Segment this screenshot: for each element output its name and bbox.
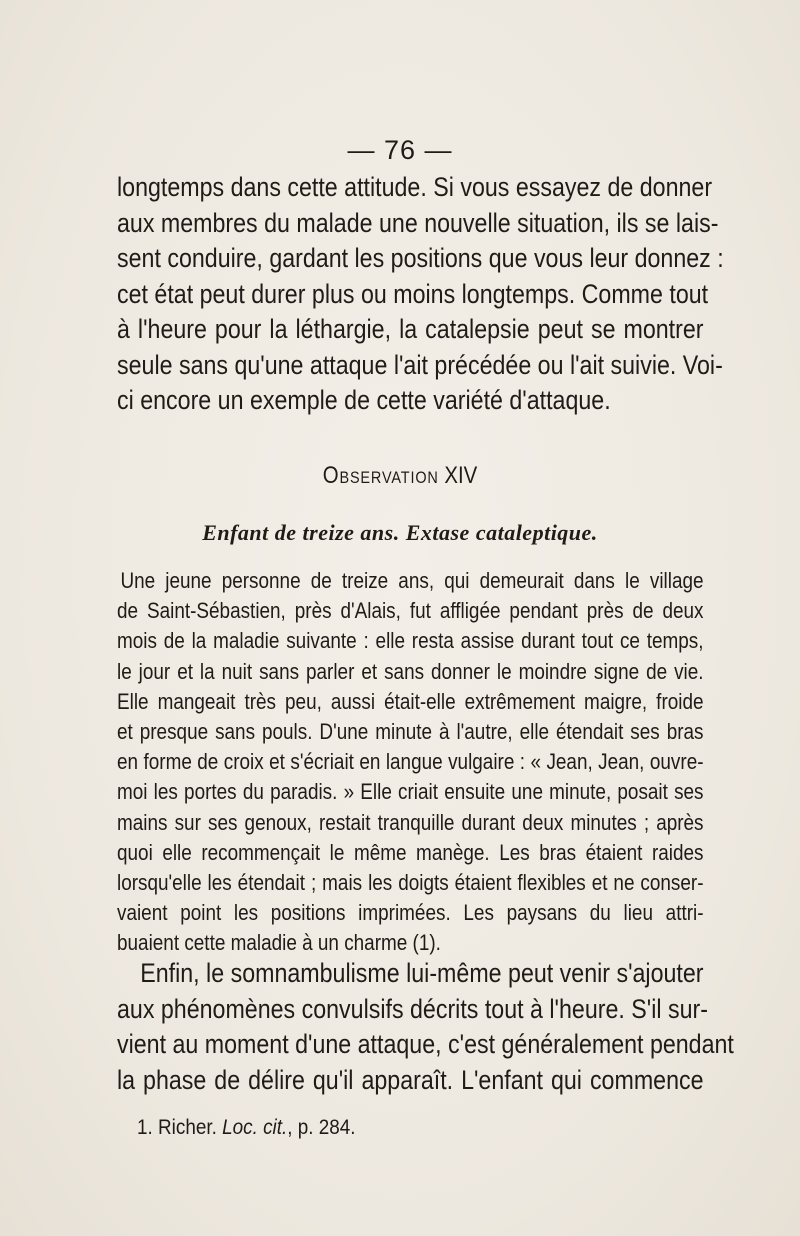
page-number: — 76 — [347,135,453,165]
text-line: Enfin, le somnambulisme lui-même peut venir s'ajouter [140,958,704,988]
text-line: Une jeune personne de treize ans, qui demeurait dans le village [120,568,704,593]
text-line: aux phénomènes convulsifs décrits tout à l'heure. S'il sur- [117,993,708,1024]
text-line: longtemps dans cette attitude. Si vous essayez de donner [117,172,713,202]
text-line: ci encore un exemple de cette variété d'attaque. [117,385,611,415]
text-line: à l'heure pour la léthargie, la catalepsie peut se montrer [117,314,704,344]
footnote [137,1116,356,1140]
text-line: le jour et la nuit sans parler et sans donner le moindre signe de vie. [117,658,704,684]
paragraph-3 [117,956,734,1098]
text-line: mois de la maladie suivante : elle resta assise durant tout ce temps, [117,628,704,654]
text-line: sent conduire, gardant les positions que vous leur donnez : [117,243,724,273]
text-line: aux membres du malade une nouvelle situation, ils se lais- [117,207,719,238]
observation-label: Observation [322,462,439,489]
text-line: en forme de croix et s'écriait en langue vulgaire : « Jean, Jean, ouvre- [117,749,704,775]
footnote-number: 1. [137,1116,153,1139]
paragraph-2 [117,566,703,959]
footnote-author: Richer. [158,1116,217,1139]
text-line: mains sur ses genoux, restait tranquille durant deux minutes ; après [117,809,704,835]
footnote-page: , p. 284. [287,1116,356,1139]
text-line: la phase de délire qu'il apparaît. L'enfant qui commence [117,1064,704,1095]
text-line: de Saint-Sébastien, près d'Alais, fut affligée pendant près de deux [117,598,704,624]
paragraph-1 [117,170,724,419]
text-line: seule sans qu'une attaque l'ait précédée ou l'ait suivie. Voi- [117,349,723,380]
text-line: moi les portes du paradis. » Elle criait ensuite une minute, posait ses [117,779,704,805]
text-line: Elle mangeait très peu, aussi était-elle extrêmement maigre, froide [117,688,704,714]
footnote-reference: Loc. cit. [222,1116,288,1139]
text-line: lorsqu'elle les étendait ; mais les doigts étaient flexibles et ne conser- [117,870,704,896]
observation-title [60,462,740,490]
text-line: buaient cette maladie à un charme (1). [117,930,441,956]
text-line: cet état peut durer plus ou moins longtemps. Comme tout [117,278,709,309]
text-line: vaient point les positions imprimées. Les paysans du lieu attri- [117,900,704,926]
text-line: vient au moment d'une attaque, c'est généralement pendant [117,1029,734,1059]
text-line: quoi elle recommençait le même manège. Les bras étaient raides [117,839,704,865]
observation-subtitle: Enfant de treize ans. Extase cataleptique. [202,520,598,545]
observation-numeral: XIV [444,462,478,489]
text-line: et presque sans pouls. D'une minute à l'autre, elle étendait ses bras [117,719,704,745]
